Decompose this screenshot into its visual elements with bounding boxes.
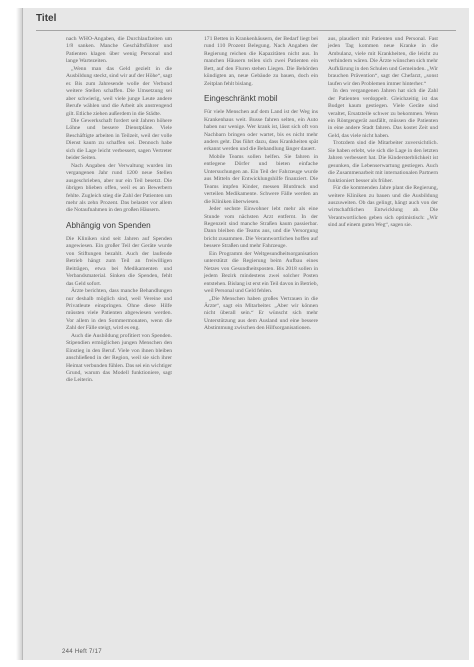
- paragraph: „Die Menschen haben großes Vertrauen in die Ärzte“, sagt ein Mitarbeiter. „Aber wir können nicht überall sein.“ Er wünscht sich mehr Unterstützung aus dem Ausland und eine bessere Abstimmung zwischen den Hilfsorganisationen.: [204, 295, 318, 332]
- paragraph: Für die kommenden Jahre plant die Regierung, weitere Kliniken zu bauen und die Ausbildung auszuweiten. Ob das gelingt, hängt auch von der wirtschaftlichen Entwicklung ab. Die Verantwortlichen geben sich optimistisch: „Wir sind auf einem guten Weg“, sagen sie.: [328, 185, 438, 229]
- paragraph: Nach Angaben der Verwaltung wurden im vergangenen Jahr rund 1200 neue Stellen ausgeschrieben, aber nur ein Teil besetzt. Die übrigen blieben offen, weil es an Bewerbern fehlte. Zugleich stieg die Zahl der Patienten um mehr als zehn Prozent. Das belastet vor allem die Notaufnahmen in den großen Häusern.: [66, 162, 172, 214]
- column-2: [204, 36, 318, 333]
- paragraph: Für viele Menschen auf dem Land ist der Weg ins Krankenhaus weit. Busse fahren selten, ein Auto haben nur wenige. Wer krank ist, lässt sich oft von Nachbarn bringen oder wartet, bis es nicht mehr anders geht. Das führt dazu, dass Krankheiten spät erkannt werden und die Behandlung länger dauert.: [204, 109, 318, 153]
- paragraph: Jeder sechste Einwohner lebt mehr als eine Stunde vom nächsten Arzt entfernt. In der Regenzeit sind manche Straßen kaum passierbar. Dann bleiben die Teams aus, und die Versorgung bricht zusammen. Die Verantwortlichen hoffen auf bessere Straßen und mehr Fahrzeuge.: [204, 206, 318, 250]
- subheading: Abhängig von Spenden: [66, 220, 151, 230]
- header-rule: [36, 30, 456, 31]
- paragraph: Die Gewerkschaft fordert seit Jahren höhere Löhne und bessere Dienstpläne. Viele Beschäftigte arbeiten in Teilzeit, weil der volle Dienst kaum zu schaffen sei. Dennoch habe sich die Lage leicht verbessert, sagen Vertreter beider Seiten.: [66, 117, 172, 162]
- paragraph: Ein Programm der Weltgesundheitsorganisation unterstützt die Regierung beim Aufbau eines Netzes von Gesundheitsposten. Bis 2018 sollen in jedem Bezirk mindestens zwei solcher Posten entstehen. Bislang ist erst ein Teil davon in Betrieb, weil Personal und Geld fehlen.: [204, 250, 318, 295]
- paragraph: In den vergangenen Jahren hat sich die Zahl der Patienten verdoppelt. Gleichzeitig ist das Budget kaum gestiegen. Viele Geräte sind veraltet, Ersatzteile schwer zu bekommen. Wenn ein Röntgengerät ausfällt, müssen die Patienten in eine andere Stadt fahren. Das kostet Zeit und Geld, das viele nicht haben.: [328, 88, 438, 139]
- paragraph: Ärzte berichten, dass manche Behandlungen nur deshalb möglich sind, weil Vereine und Privatleute einspringen. Ohne diese Hilfe müssten viele Patienten abgewiesen werden. Vor allem in den Sommermonaten, wenn die Zahl der Fälle steigt, wird es eng.: [66, 288, 172, 332]
- paragraph: 171 Betten in Krankenhäusern, der Bedarf liegt bei rund 110 Prozent Belegung. Nach Angaben der Regierung reichen die Kapazitäten nicht aus. In manchen Häusern teilen sich zwei Patienten ein Bett, auf den Fluren stehen Liegen. Die Behörden kündigten an, neue Gebäude zu bauen, doch ein Zeitplan fehlt bislang.: [204, 36, 318, 87]
- paragraph: „Wenn man das Geld gezielt in die Ausbildung steckt, sind wir auf der Höhe“, sagt er. Bis zum Jahresende wolle der Verbund weitere Stellen schaffen. Die Umsetzung sei aber schwierig, weil viele junge Leute andere Berufe wählen und die Arbeit als anstrengend gilt. Etliche ziehen außerdem in die Städte.: [66, 65, 172, 117]
- paragraph: aus, plaudiert mit Patienten und Personal. Fast jeden Tag kommen neue Kranke in die Ambulanz, viele mit Krankheiten, die leicht zu verhindern wären. Die Ärzte wünschen sich mehr Aufklärung in den Schulen und Gemeinden. „Wir brauchen Prävention“, sagt der Chefarzt, „sonst laufen wir den Problemen immer hinterher.“: [328, 36, 438, 87]
- paragraph: Auch die Ausbildung profitiert von Spenden. Stipendien ermöglichen jungen Menschen den Einstieg in den Beruf. Viele von ihnen bleiben anschließend in der Region, weil sie sich ihrer Heimat verbunden fühlen. Das sei ein wichtiger Grund, warum das Modell funktioniere, sagt die Leiterin.: [66, 332, 172, 384]
- page-title: Titel: [36, 13, 57, 24]
- page-footer: 244 Heft 7/17: [62, 649, 102, 655]
- column-3: [328, 36, 438, 230]
- paragraph: Die Kliniken sind seit Jahren auf Spenden angewiesen. Ein großer Teil der Geräte wurde von Stiftungen bezahlt. Auch der laufende Betrieb hängt zum Teil an freiwilligen Beiträgen, etwa bei Medikamenten und Verbandsmaterial. Sinken die Spenden, fehlt das Geld sofort.: [66, 235, 172, 287]
- paragraph: Mobile Teams sollen helfen. Sie fahren in entlegene Dörfer und bieten einfache Untersuchungen an. Ein Teil der Fahrzeuge wurde aus Mitteln der Entwicklungshilfe finanziert. Die Teams impfen Kinder, messen Blutdruck und verteilen Medikamente. Schwere Fälle werden an die Kliniken überwiesen.: [204, 153, 318, 205]
- column-1: [66, 36, 172, 385]
- paragraph: nach WHO-Angaben, die Durchlaufzeiten um 1/8 sanken. Manche Geschäftsführer und Patienten klagen über wenig Personal und lange Wartezeiten.: [66, 36, 172, 65]
- paragraph: Trotzdem sind die Mitarbeiter zuversichtlich. Sie haben erlebt, wie sich die Lage in den letzten Jahren verbessert hat. Die Kindersterblichkeit ist gesunken, die Lebenserwartung gestiegen. Auch die Zusammenarbeit mit internationalen Partnern funktioniert besser als früher.: [328, 140, 438, 184]
- subheading: Eingeschränkt mobil: [204, 94, 278, 104]
